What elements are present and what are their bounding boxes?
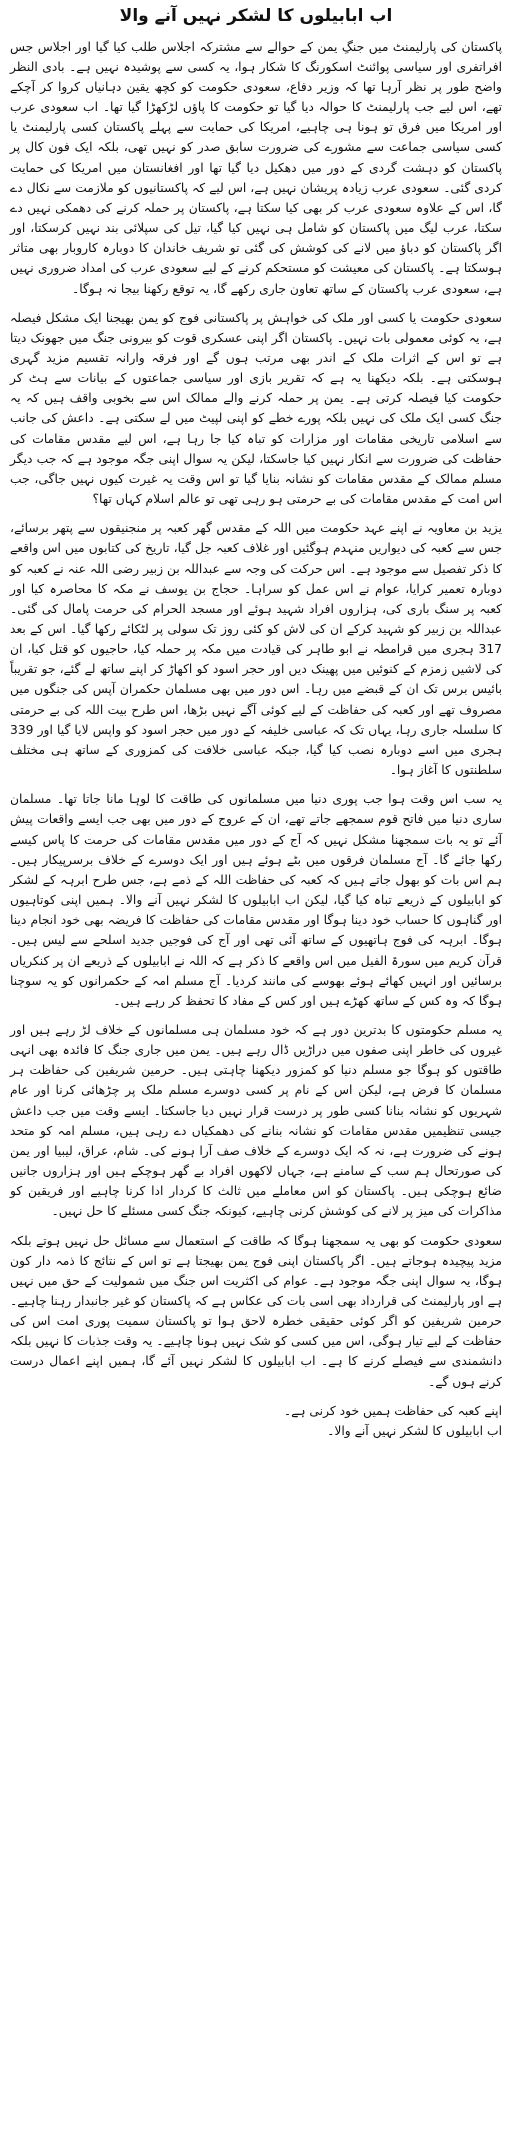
article-paragraph-1: پاکستان کی پارلیمنٹ میں جنگِ یمن کے حوالے سے مشترکہ اجلاس طلب کیا گیا اور اجلاس جس افراتفری اور سیاسی پوائنٹ اسکورنگ کا شکار ہوا، یہ کسی سے پوشیدہ نہیں ہے۔ بادی النظر واضح طور پر نظر آرہا تھا کہ وزیر دفاع، سعودی حکومت کو کچھ یقین دہانیاں کروا کر آچکے تھے، اس لیے جب پارلیمنٹ کا حوالہ دیا گیا تو حکومت کا پاؤں لڑکھڑا گیا تھا۔ اب سعودی عرب اور امریکا میں فرق تو ہونا ہی چاہیے، امریکا کی حمایت سے پہلے پاکستان کسی پارلیمنٹ یا کسی سیاسی جماعت سے مشورے کی ضرورت سابق صدر کو نہیں تھی، بلکہ ایک فون کال پر پاکستان کو دہشت گردی کے دور میں دھکیل دیا گیا تھا اور افغانستان میں امریکا کی حمایت کردی گئی۔ سعودی عرب زیادہ پریشان نہیں ہے، اس لیے کہ پاکستانیوں کو ملازمت سے نکال دے گا، اس کے علاوہ سعودی عرب کر بھی کیا سکتا ہے، پاکستان پر حملہ کرنے کی دھمکی نہیں دے سکتا، عرب لیگ میں پاکستان کو شامل ہی نہیں کیا گیا، تیل کی سپلائی بند نہیں کرسکتا، اور اگر پاکستان کو دباؤ میں لانے کی کوشش کی گئی تو شریف خاندان کا دوبارہ کاروبار بھی متاثر ہوسکتا ہے۔ پاکستان کی معیشت کو مستحکم کرنے کے لیے سعودی عرب کی امداد ضروری نہیں ہے، سعودی عرب پاکستان کے ساتھ تعاون جاری رکھے گا، یہ توقع رکھنا بیجا نہ ہوگا۔ xyxy=(10,39,502,296)
headline: اب ابابیلوں کا لشکر نہیں آنے والا xyxy=(119,6,393,26)
article-paragraph-3: یزید بن معاویہ نے اپنے عہد حکومت میں اللہ کے مقدس گھر کعبہ پر منجنیقوں سے پتھر برسائے، جس سے کعبہ کی دیواریں منہدم ہوگئیں اور غلاف کعبہ جل گیا، تاریخ کی کتابوں میں اس واقعے کا ذکر تفصیل سے موجود ہے۔ اس حرکت کی وجہ سے عبداللہ بن زبیر رضی اللہ عنہ نے کعبہ کو دوبارہ تعمیر کرایا، عوام نے اس عمل کو سراہا۔ حجاج بن یوسف نے مکہ کا محاصرہ کیا اور کعبہ پر سنگ باری کی، ہزاروں افراد شہید ہوئے اور مسجد الحرام کی حرمت پامال کی گئی۔ عبداللہ بن زبیر کو شہید کرکے ان کی لاش کو کئی روز تک سولی پر لٹکائے رکھا گیا۔ اس کے بعد 317 ہجری میں قرامطہ نے ابو طاہر کی قیادت میں مکہ پر حملہ کیا، حاجیوں کو قتل کیا، ان کی لاشیں زمزم کے کنوئیں میں پھینک دیں اور حجر اسود کو اکھاڑ کر اپنے ساتھ لے گئے، جو تقریباً بائیس برس تک ان کے قبضے میں رہا۔ اس دور میں بھی مسلمان حکمران آپس کی جنگوں میں مصروف تھے اور کعبہ کی حفاظت کے لیے کوئی آگے نہیں بڑھا، اس طرح بیت اللہ کی بے حرمتی کا سلسلہ جاری رہا، یہاں تک کہ عباسی خلیفہ کے دور میں حجر اسود کو واپس لایا گیا اور 339 ہجری میں اسے دوبارہ نصب کیا گیا، جبکہ عباسی خلافت کی کمزوری کے ساتھ ہی مختلف سلطنتوں کا آغاز ہوا۔ xyxy=(10,521,502,778)
closing-line-2: اب ابابیلوں کا لشکر نہیں آنے والا۔ xyxy=(327,1423,502,1438)
closing-line-1: اپنے کعبہ کی حفاظت ہمیں خود کرنی ہے۔ xyxy=(283,1403,502,1418)
article-paragraph-4: یہ سب اس وقت ہوا جب پوری دنیا میں مسلمانوں کی طاقت کا لوہا مانا جاتا تھا۔ مسلمان ساری دنیا میں فاتح قوم سمجھے جاتے تھے، ان کے عروج کے دور میں بھی جب ایسے واقعات پیش آئے تو یہ بات سمجھنا مشکل نہیں کہ آج کے دور میں مقدس مقامات کی حرمت کا پاس کیسے رکھا جائے گا۔ آج مسلمان فرقوں میں بٹے ہوئے ہیں اور ایک دوسرے کے خلاف برسرپیکار ہیں۔ ہم اس بات کو بھول جاتے ہیں کہ کعبہ کی حفاظت اللہ کے ذمے ہے، جس طرح ابرہہ کے لشکر کو ابابیلوں کے ذریعے تباہ کیا گیا، لیکن اب ابابیلوں کا لشکر نہیں آنے والا۔ ہمیں اپنی کوتاہیوں اور گناہوں کا حساب خود دینا ہوگا اور مقدس مقامات کی حفاظت کا فریضہ بھی خود انجام دینا ہوگا۔ ابرہہ کی فوج ہاتھیوں کے ساتھ آئی تھی اور آج کی فوجیں جدید اسلحے سے لیس ہیں۔ قرآن کریم میں سورۃ الفیل میں اس واقعے کا ذکر ہے کہ اللہ نے ابابیلوں کے ذریعے ان پر کنکریاں برسائیں اور انہیں کھائے ہوئے بھوسے کی مانند کردیا۔ آج مسلم امہ کے حکمرانوں کو یہ سوچنا ہوگا کہ وہ کس کے ساتھ کھڑے ہیں اور کس کے مفاد کا تحفظ کر رہے ہیں۔ xyxy=(10,792,502,1008)
article-body xyxy=(10,37,502,1441)
article-paragraph-5: یہ مسلم حکومتوں کا بدترین دور ہے کہ خود مسلمان ہی مسلمانوں کے خلاف لڑ رہے ہیں اور غیروں کی خاطر اپنی صفوں میں دراڑیں ڈال رہے ہیں۔ یمن میں جاری جنگ کا فائدہ بھی انہی طاقتوں کو ہوگا جو مسلم دنیا کو کمزور دیکھنا چاہتی ہیں۔ حرمین شریفین کی حفاظت ہر مسلمان کا فرض ہے، لیکن اس کے نام پر کسی دوسرے مسلم ملک پر چڑھائی کرنا اور عام شہریوں کو نشانہ بنانا کسی طور پر درست قرار نہیں دیا جاسکتا۔ ایسے وقت میں جب داعش جیسی تنظیمیں مقدس مقامات کو نشانہ بنانے کی دھمکیاں دے رہی ہیں، مسلم امہ کو متحد ہونے کی ضرورت ہے، نہ کہ ایک دوسرے کے خلاف صف آرا ہونے کی۔ شام، عراق، لیبیا اور یمن کی صورتحال ہم سب کے سامنے ہے، جہاں لاکھوں افراد بے گھر ہوچکے ہیں اور ہزاروں جانیں ضائع ہوچکی ہیں۔ پاکستان کو اس معاملے میں ثالث کا کردار ادا کرنا چاہیے اور فریقین کو مذاکرات کی میز پر لانے کی کوشش کرنی چاہیے، کیونکہ جنگ کسی مسئلے کا حل نہیں۔ xyxy=(10,1022,502,1219)
article-paragraph-2: سعودی حکومت یا کسی اور ملک کی خواہش پر پاکستانی فوج کو یمن بھیجنا ایک مشکل فیصلہ ہے، یہ کوئی معمولی بات نہیں۔ پاکستان اگر اپنی عسکری قوت کو بیرونی جنگ میں جھونک دیتا ہے تو اس کے اثرات ملک کے اندر بھی مرتب ہوں گے اور فرقہ وارانہ تقسیم مزید گہری ہوسکتی ہے۔ بلکہ دیکھنا یہ ہے کہ تقریر بازی اور سیاسی جماعتوں کے بیانات سے ہٹ کر حکومت کیا فیصلہ کرتی ہے۔ یمن پر حملہ کرنے والے ممالک اس سے بخوبی واقف ہیں کہ یہ جنگ کسی ایک ملک کی نہیں بلکہ پورے خطے کو اپنی لپیٹ میں لے سکتی ہے۔ داعش کی جانب سے اسلامی تاریخی مقامات اور مزارات کو تباہ کیا جا رہا ہے، اس لیے مقدس مقامات کی حفاظت کی ضرورت سے انکار نہیں کیا جاسکتا، لیکن یہ سوال اپنی جگہ موجود ہے کہ جب دیگر مسلم ممالک کے مقدس مقامات کو نشانہ بنایا گیا تو اس وقت یہ غیرت کیوں نہیں جاگی، جب اس امت کے مقدس مقامات کی بے حرمتی ہو رہی تھی تو عالم اسلام کہاں تھا؟ xyxy=(10,310,502,507)
article-paragraph-6: سعودی حکومت کو بھی یہ سمجھنا ہوگا کہ طاقت کے استعمال سے مسائل حل نہیں ہوتے بلکہ مزید پیچیدہ ہوجاتے ہیں۔ اگر پاکستان اپنی فوج یمن بھیجتا ہے تو اس کے نتائج کا ذمہ دار کون ہوگا، یہ سوال اپنی جگہ موجود ہے۔ عوام کی اکثریت اس جنگ میں شمولیت کے حق میں نہیں ہے اور پارلیمنٹ کی قرارداد بھی اسی بات کی عکاس ہے کہ پاکستان کو غیر جانبدار رہنا چاہیے۔ حرمین شریفین کو اگر کوئی حقیقی خطرہ لاحق ہوا تو پاکستان سمیت پوری امت اس کی حفاظت کے لیے تیار ہوگی، اس میں کسی کو شک نہیں ہونا چاہیے۔ یہ وقت جذبات کا نہیں بلکہ دانشمندی سے فیصلے کرنے کا ہے۔ اب ابابیلوں کا لشکر نہیں آئے گا، ہمیں اپنے اعمال درست کرنے ہوں گے۔ xyxy=(10,1233,502,1389)
